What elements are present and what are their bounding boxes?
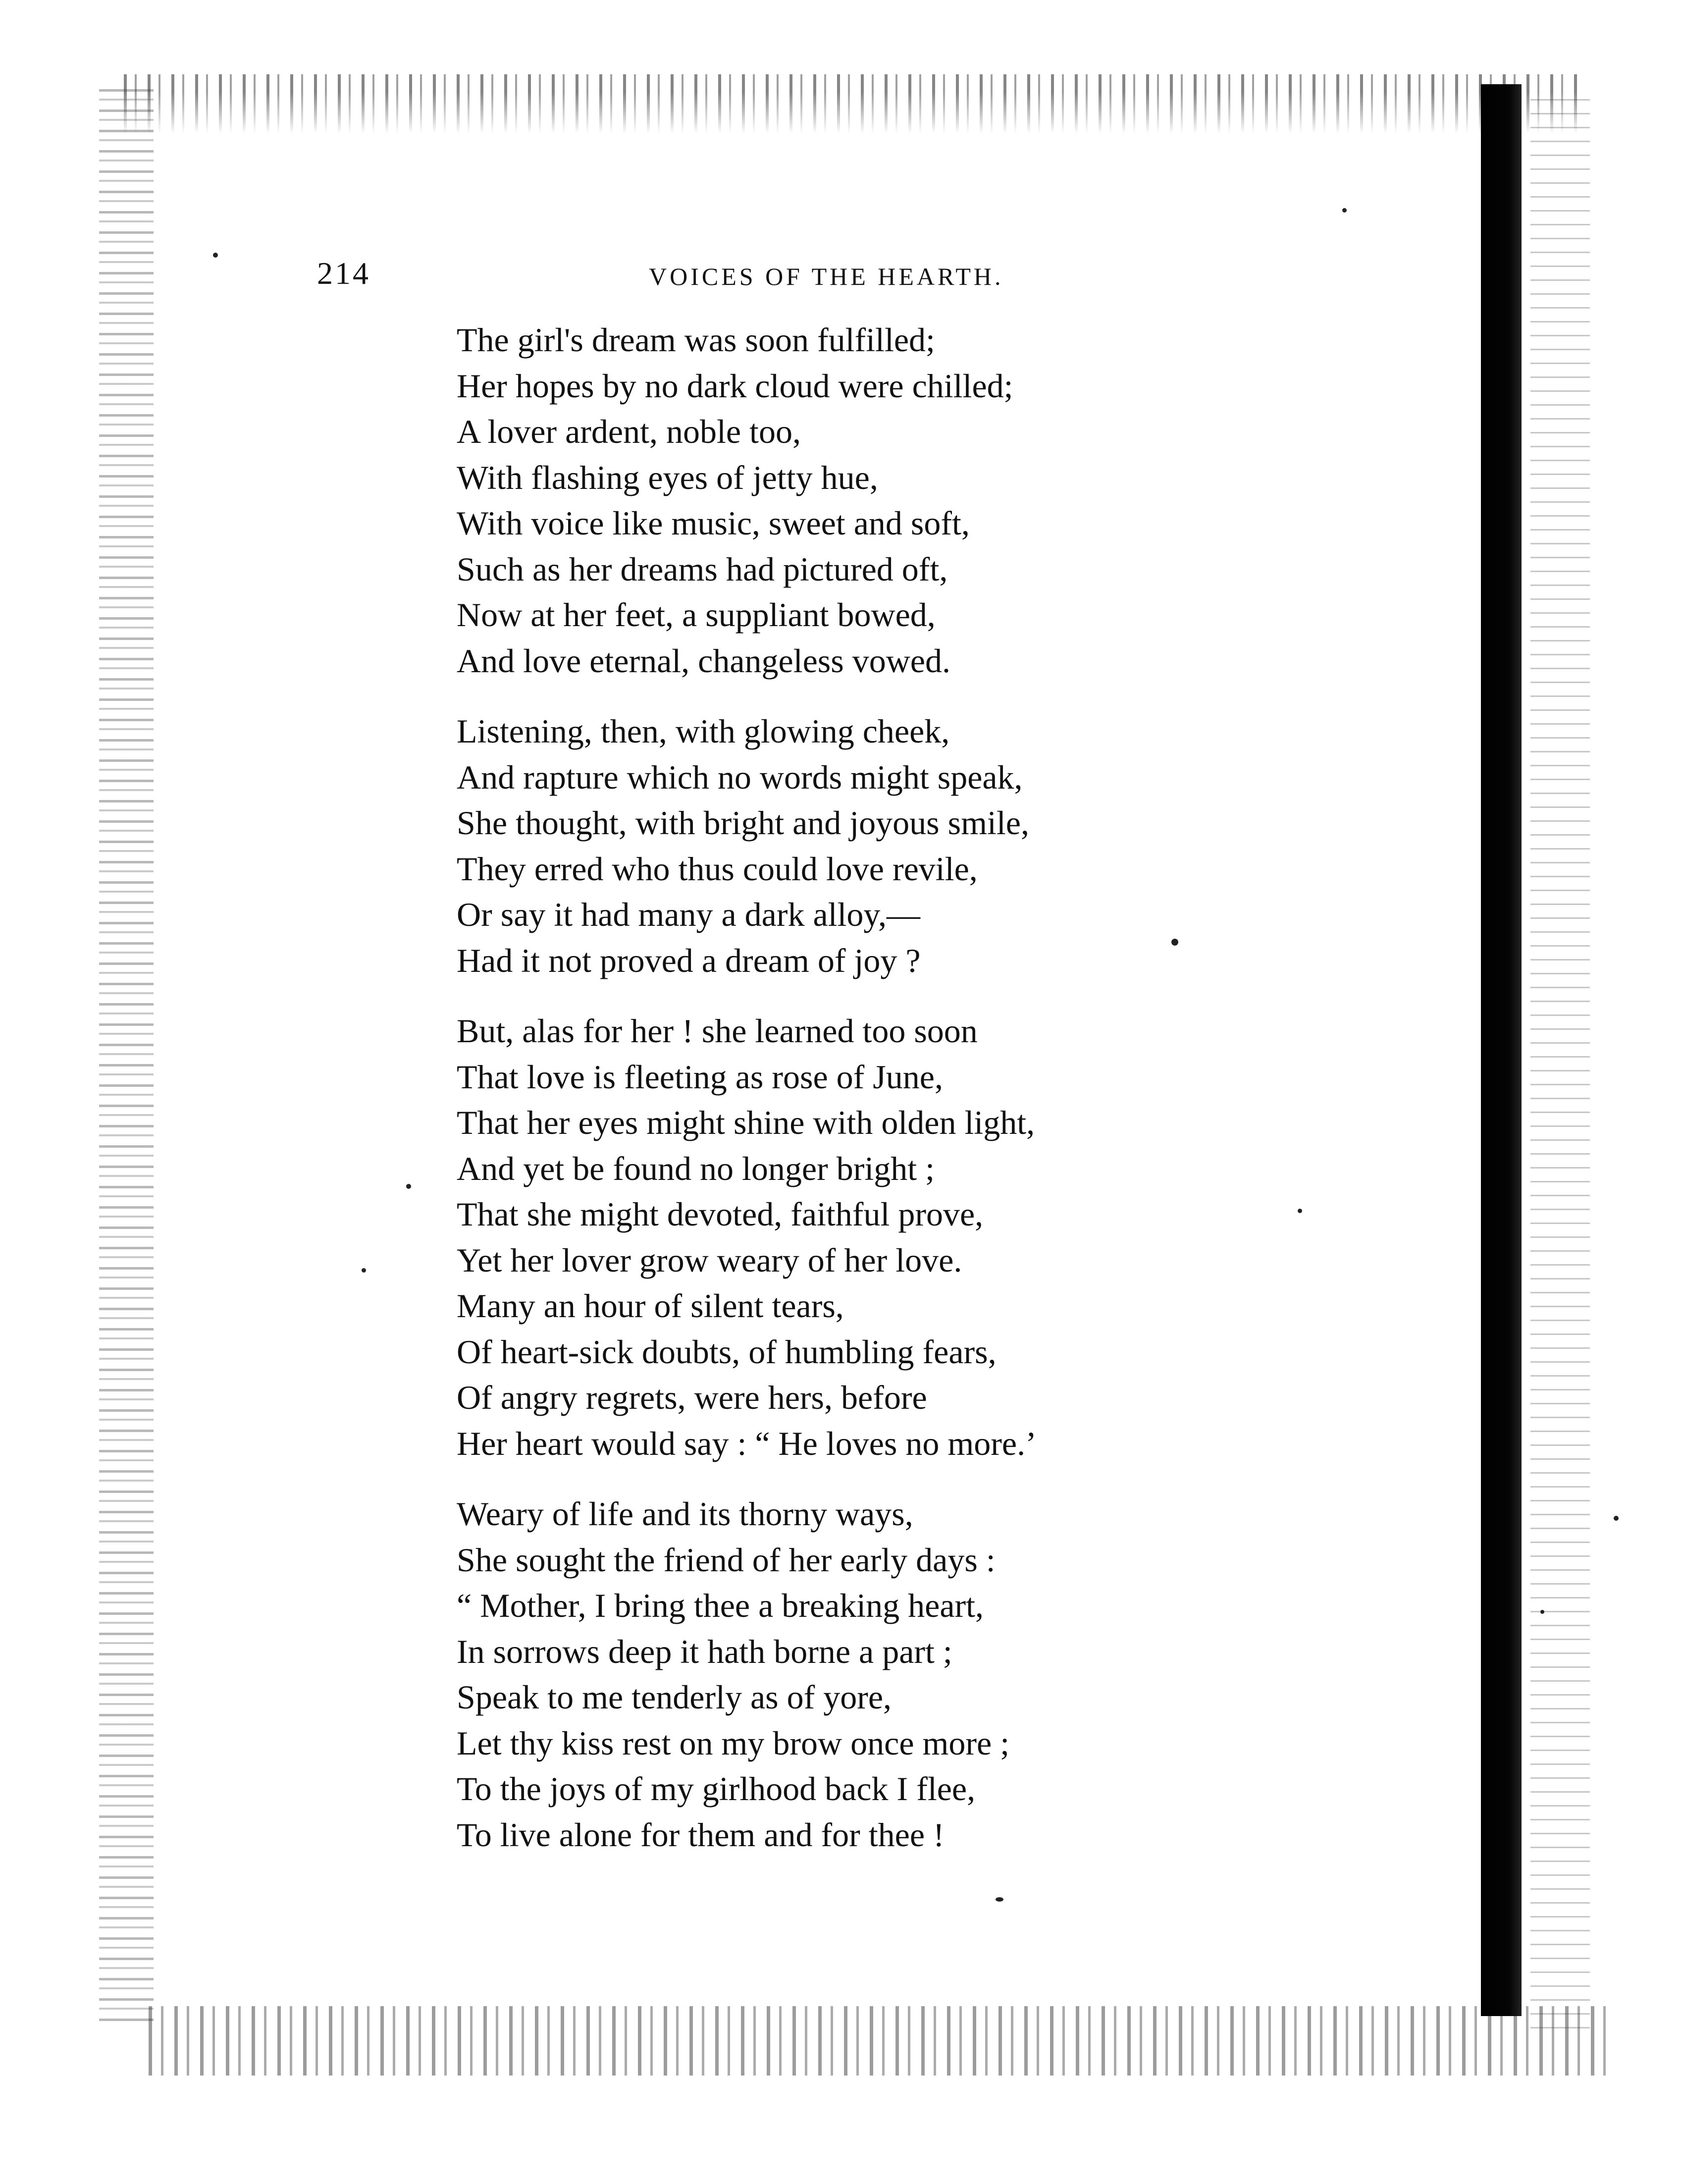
scan-edge-right [1530, 99, 1590, 2031]
poem-line: To the joys of my girlhood back I flee, [457, 1770, 976, 1808]
running-head: VOICES OF THE HEARTH. [649, 263, 1004, 290]
scan-speck [1540, 1610, 1544, 1614]
poem-line: And rapture which no words might speak, [457, 758, 1023, 796]
poem-line: Of heart-sick doubts, of humbling fears, [457, 1332, 997, 1371]
scan-speck [213, 253, 218, 258]
poem-line: A lover ardent, noble too, [457, 413, 801, 450]
scan-speck [1171, 939, 1178, 946]
page-number: 214 [317, 256, 370, 291]
poem-line: Weary of life and its thorny ways, [457, 1495, 913, 1533]
poem-line: Listening, then, with glowing cheek, [457, 712, 950, 750]
poem-line: Her hopes by no dark cloud were chilled; [457, 367, 1013, 405]
poem-line: Or say it had many a dark alloy,— [457, 896, 920, 933]
poem-line: That her eyes might shine with olden light, [457, 1104, 1035, 1141]
poem-line: “ Mother, I bring thee a breaking heart, [457, 1587, 984, 1624]
poem-line: Now at her feet, a suppliant bowed, [457, 596, 936, 634]
stanza-3 [457, 1008, 1398, 1466]
poem-line: Yet her lover grow weary of her love. [457, 1241, 962, 1279]
poem-line: Her heart would say : “ He loves no more.’ [457, 1424, 1037, 1462]
book-spine-shadow [1481, 84, 1522, 2016]
poem-line: Of angry regrets, were hers, before [457, 1379, 927, 1416]
poem-line: Such as her dreams had pictured oft, [457, 550, 948, 588]
poem-line: They erred who thus could love revile, [457, 850, 978, 888]
scan-speck [362, 1268, 366, 1273]
poem-line: And love eternal, changeless vowed. [457, 641, 950, 680]
stanza-break [457, 1466, 1398, 1491]
poem-body [457, 317, 1398, 1858]
poem-line: With voice like music, sweet and soft, [457, 504, 970, 542]
poem-line: She sought the friend of her early days : [457, 1541, 996, 1579]
poem-line: And yet be found no longer bright ; [457, 1149, 935, 1187]
poem-line: That love is fleeting as rose of June, [457, 1058, 943, 1096]
scan-speck [1614, 1516, 1619, 1521]
scan-speck [406, 1184, 411, 1189]
poem-line: To live alone for them and for thee ! [457, 1815, 945, 1854]
poem-line: The girl's dream was soon fulfilled; [457, 321, 935, 359]
stanza-break [457, 983, 1398, 1008]
poem-line: She thought, with bright and joyous smile, [457, 804, 1029, 842]
poem-line: Many an hour of silent tears, [457, 1287, 844, 1325]
poem-line: In sorrows deep it hath borne a part ; [457, 1632, 952, 1670]
stanza-1 [457, 317, 1398, 684]
scan-edge-bottom [149, 2006, 1610, 2076]
scan-edge-left [99, 89, 154, 2021]
stanza-2 [457, 708, 1398, 983]
poem-line: Speak to me tenderly as of yore, [457, 1678, 892, 1716]
scan-speck [1342, 208, 1347, 213]
stanza-4 [457, 1491, 1398, 1858]
scan-speck [996, 1897, 1003, 1902]
stanza-break [457, 684, 1398, 708]
scan-edge-top [124, 74, 1585, 134]
page-header [307, 255, 1124, 300]
poem-line: But, alas for her ! she learned too soon [457, 1012, 978, 1050]
poem-line: Had it not proved a dream of joy ? [457, 941, 921, 979]
poem-line: That she might devoted, faithful prove, [457, 1195, 984, 1233]
scan-speck [1298, 1209, 1302, 1213]
poem-line: With flashing eyes of jetty hue, [457, 458, 878, 496]
poem-line: Let thy kiss rest on my brow once more ; [457, 1724, 1010, 1762]
